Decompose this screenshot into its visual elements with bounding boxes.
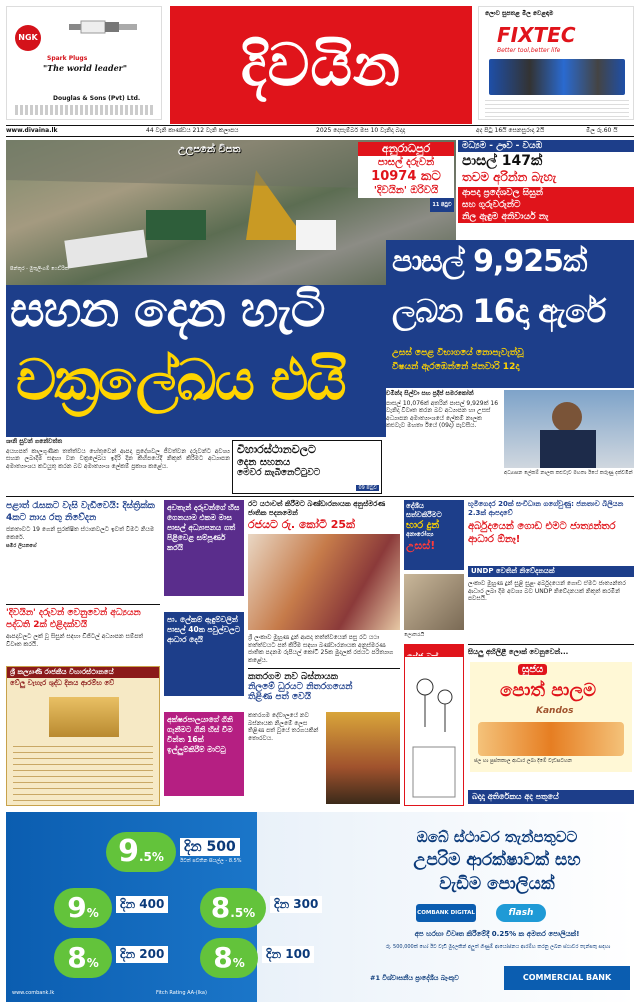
col1-story1-body: ජනතාවට 19 ගෙන් සුරක්ෂිත ස්ථානවලට ඉවත් වීමට නියම කෙරේ. bbox=[6, 526, 155, 541]
center-body: ශ්‍රී ලංකාව මුහුණ දුන් ආපදා තත්ත්වයෙන් පසු රට යථා තත්ත්වයට පත් කිරීම සඳහා බණ්ඩාරනායක අනුස්මරණ ජාතික පදනම රුපියල් කෝටි 25ක මුදලක් රජයට පරිත්‍යාග කළේය. bbox=[248, 634, 394, 664]
ad-left-importer: Douglas & Sons (Pvt) Ltd. bbox=[53, 95, 141, 102]
right-headline-1: පාසල් 9,925ක් bbox=[392, 244, 587, 279]
undp-kicker: UNDP වෙතින් නිවේදනයක් bbox=[468, 566, 634, 577]
fixtec-logo: FIXTEC bbox=[497, 23, 576, 47]
right-story1-headline: භූමිගෙදර 20ක් සංවිධාන ගගේවුණු: ජනතාව බිලියන 2.3ක් ආපදාවේ bbox=[468, 500, 624, 517]
rate-2-suffix: % bbox=[86, 906, 99, 920]
col1-story1-byline: සමීර ලියනගේ bbox=[6, 543, 37, 549]
undp-body: ලංකාව මුහුණ දුන් සුළි සුළං අර්බුදයෙන් ගොඩ ඒමට ජාත්‍යන්තර ආධාර ලබා දීම අවශ්‍ය බව UNDP නිවේදනයක් නිකුත් කරමින් පවසයි. bbox=[468, 580, 626, 602]
right-story1-sub: අර්බුදයෙන් ගොඩ එමට ජාත්‍යන්තර ආධාර ඕනෑ! bbox=[468, 521, 616, 545]
website: www.divaina.lk bbox=[6, 127, 58, 134]
lead-body: අයහපත් කාලගුණික තත්ත්වය හේතුවෙන් ආපදා ප්‍රදේශවල ජීවත්වන දරුවන්ට අවශ්‍ය සහන ලබාදීම සඳහා වන චක්‍රලේඛය ඉදිරි දින කිහිපයේදී නිකුත් කිරීමට අධ්‍යාපන අමාත්‍යාංශය කටයුතු කරන බව අමාත්‍යාංශ ලේකම් ප්‍රකාශ කළේය. bbox=[6, 447, 230, 470]
date-line bbox=[6, 125, 634, 137]
tools-image bbox=[489, 59, 625, 95]
books-title-2: පොත් පාලම bbox=[500, 680, 597, 701]
col1-story1-headline: පළාත් රැසකට වැසි වැඩිවෙයි: දිස්ත්‍රික්ක 4කට නාය රතු නිවේදන bbox=[6, 501, 155, 523]
local-box-1: දේශීය bbox=[406, 502, 424, 510]
rate-4-days: දින 200 bbox=[116, 946, 168, 963]
ad-right-slogan: Better tool,better life bbox=[497, 47, 561, 54]
volume: 44 වැනි කාණ්ඩය 212 වැනි කලාපය bbox=[146, 127, 239, 134]
flash-logo: flash bbox=[496, 904, 546, 922]
books-kicker: සියලු අභිලිළී ලොක් වෙනුවෙන්... bbox=[468, 648, 569, 656]
lottery-label: ලොතරැයි bbox=[404, 632, 425, 638]
col2-box1-text: අවතැන් දරුවන්ගේ හිස ගෙනයාම එකම මාස පාසල් අධ්‍යාපනය ගත් පිළිවෙළ සම්පූර්ණ කරයි bbox=[167, 503, 240, 552]
tr-sub-3: නිල ඇඳුම අනිවාර්ය නැ bbox=[458, 211, 634, 223]
rate-note: ඊටත් පවතින සියල්ල - 8.5% bbox=[180, 858, 242, 864]
local-box-4: අනාරෝග්‍ය bbox=[406, 531, 434, 538]
lottery-photo bbox=[404, 574, 464, 630]
cartoon bbox=[404, 656, 464, 806]
rate-tile-1 bbox=[106, 832, 256, 872]
commercial-bank-logo: COMMERCIAL BANK bbox=[504, 966, 630, 990]
inset-line-3: 10974 කට bbox=[358, 170, 454, 184]
col1-story2-body: ආපදාවලට ලක් වූ සිසුන් සඳහා ඩිජිටල් අධ්‍යාපන සම්පත් විවෘත කරයි. bbox=[6, 633, 144, 648]
rate-1-suffix: .5% bbox=[138, 850, 164, 864]
photo-credit: පින්තූර - මුතුලිංගම් ෆෙඩ්රික් bbox=[10, 266, 69, 272]
schools-byline: චමින්ද සිල්වා සහ ප්‍රදීප් සමරකෝන් bbox=[386, 390, 474, 397]
rate-tile-2 bbox=[54, 888, 184, 928]
bank-promo-2: රු. 500,000ක් හෝ ඊට වැඩි මුදලකින් අලුත් ගිණුම් ආයෝජනය ආරම්භ කරනු ලබන ස්ථාවර තැන්පතු සඳහා bbox=[385, 944, 611, 950]
center-kicker: රට යථාවත් කිරීමට බණ්ඩාරනායක අනුස්මරණ ජාතික පදනමෙන් bbox=[248, 500, 386, 517]
masthead-title: දිවයින bbox=[240, 30, 402, 99]
rate-tile-4 bbox=[54, 938, 184, 978]
rate-1-days: දින 500 bbox=[180, 838, 240, 856]
rate-5-suffix: % bbox=[232, 956, 245, 970]
bank-footer-left: #1 විශ්වාසනීය ප්‍රාදේශීය බැංකුව bbox=[370, 974, 459, 982]
inset-headline bbox=[358, 142, 454, 212]
hero-tag: උලපනේ විපත bbox=[178, 144, 241, 155]
center-story2 bbox=[248, 672, 400, 702]
right-sub-1: උසස් පෙළ විභාගයේ නොපැවැත්වූ bbox=[392, 348, 524, 358]
local-box bbox=[404, 500, 464, 570]
spark-plug-icon bbox=[69, 17, 139, 37]
temple-ad-line-1: ශ්‍රී කල්‍යාණි රාජකීය විහාරස්ථානයේ bbox=[7, 667, 159, 678]
rate-1-value: 9 bbox=[118, 834, 139, 869]
center-headline: රජයට රු. කෝටි 25ක් bbox=[248, 518, 355, 531]
center-story2-3: තිළිණ පත් වෙයි bbox=[248, 692, 312, 702]
right-sub-2: විෂයන් ඇරඹෙන්නේ ජනවාරි 12දා bbox=[392, 362, 520, 372]
inset-line-4: 'දිවයින' ඔරිවයි bbox=[358, 184, 454, 198]
col1-story2 bbox=[6, 607, 160, 648]
secretary-photo bbox=[504, 390, 634, 468]
local-box-3: භාර දුන් bbox=[406, 520, 440, 531]
inset-line-1: අනුරාධපුර bbox=[358, 142, 454, 156]
ad-left-product: Spark Plugs bbox=[47, 55, 88, 62]
tr-headline-2: තවම අරින්න බැහැ bbox=[462, 170, 557, 184]
price: මිල රු.60 යි bbox=[586, 127, 618, 134]
cartoon-drawing bbox=[405, 657, 463, 805]
temple-image bbox=[49, 697, 119, 737]
tr-kicker: මධ්‍යම - ඌව - වයඹ bbox=[458, 140, 634, 152]
schools-story bbox=[386, 390, 500, 494]
col2-box2-text: පා. ලේකම් ඇඳුම්වලින් පාසල් 40ක පවුල්වලට ආධාර දෙයි bbox=[167, 615, 241, 644]
date: 2025 දෙසැම්බර් මස 10 වැනිදා බදාදා bbox=[316, 127, 406, 134]
bank-fitch: Fitch Rating AA-(lka) bbox=[156, 990, 207, 996]
local-box-5: උසස්! bbox=[406, 539, 436, 552]
bank-promo-1: අප හරහා විවෘත කිරීමේදී 0.25% ක අමතර පොලියක්! bbox=[414, 930, 580, 938]
bank-ad bbox=[6, 812, 634, 1002]
temple-ad-line-2: වේලු වැහැර ශුද්ධ දිනය ආරම්භ වේ bbox=[10, 679, 115, 687]
right-story1 bbox=[468, 500, 634, 546]
lead-side-2: දෙන සහනය bbox=[237, 457, 291, 468]
rate-2-days: දින 400 bbox=[116, 896, 168, 913]
center-story2-1: කතරගම නව බස්නායක bbox=[248, 672, 338, 682]
col2-box3 bbox=[164, 712, 244, 796]
pages-note: අද පිටු 16යි සෙනසුරාදා 2යි bbox=[476, 127, 545, 134]
lead-side-3: මෙවර කැබිනෙට්ටුවට bbox=[237, 468, 321, 478]
books-sub: ජල හා පුස්තකාල ආධාර ලබා දීමේ වැඩසටහන bbox=[474, 758, 572, 764]
rate-4-suffix: % bbox=[86, 956, 99, 970]
col2-box3-text: අක්ෂරපාලයාගේ ගිනි ගැනීමට ගිනි හිස් වීම වින්ත 16ක් ඉල්ලුම්කිරීම් මාට්ටු bbox=[167, 715, 233, 754]
rate-3-suffix: .5% bbox=[230, 906, 256, 920]
supplement-note: බදාදා අතිරේකය අද පතුයේ bbox=[468, 790, 634, 804]
lead-side-1: විහාරස්ථානවලට bbox=[237, 443, 316, 456]
center-story bbox=[248, 500, 400, 532]
masthead bbox=[170, 6, 472, 124]
inset-line-2: පාසල් දරුවන් bbox=[358, 156, 454, 170]
lead-side bbox=[232, 440, 382, 494]
books-brand: Kandos bbox=[536, 706, 574, 716]
bank-website: www.combank.lk bbox=[12, 990, 55, 996]
tr-sub-1: ආපදා ප්‍රදේශවල සිසුන් bbox=[458, 187, 634, 199]
rate-tile-3 bbox=[200, 888, 340, 928]
ad-left bbox=[6, 6, 162, 120]
lead-byline: ශානි සුවන් ගනේවත්ත bbox=[6, 438, 63, 445]
col1-story1 bbox=[6, 500, 160, 549]
books-kids-image bbox=[478, 722, 624, 756]
center-photo bbox=[248, 534, 400, 630]
rate-3-value: 8 bbox=[210, 891, 231, 924]
kataragama-photo bbox=[326, 712, 400, 804]
bank-headline-3: වැඩිම පොලියක් bbox=[439, 874, 555, 894]
secretary-caption: අධ්‍යාපන ලේකම් නාලක කළුවැව මහතා ඊයේ කරුණු දක්වමින් bbox=[504, 470, 633, 476]
rate-3-days: දින 300 bbox=[270, 896, 322, 913]
right-headline-2: ලබන 16දා ඇරේ bbox=[392, 292, 606, 330]
schools-body: පාසල් 10,076ක් අතරින් පාසල් 9,929ක් 16 වැනිදා විවෘත කරන බව අධ්‍යාපන හා උසස් අධ්‍යාපන අමාත්‍යාංශයේ ලේකම් නාලක කළුවැව මහතා ඊයේ (09දා) පැවසීය. bbox=[386, 399, 499, 429]
local-box-2: සත්වකිරීමට bbox=[406, 511, 442, 519]
col1-story2-headline: 'දිවයින' දරුවන් වෙනුවෙන් අධ්‍යයන පද්ධති 2ක් එළිදක්වයි bbox=[6, 608, 141, 630]
ad-right bbox=[478, 6, 634, 120]
ad-left-slogan: "The world leader" bbox=[43, 63, 128, 73]
ad-right-top: ලොව සුපතළ මිල වෙළඳාම bbox=[485, 10, 554, 17]
main-headline-1: සහන දෙන හැටි bbox=[10, 282, 325, 338]
bank-headline-1: ඔබේ ස්ථාවර තැන්පතුවට bbox=[416, 828, 578, 846]
center-story2-body: කතරගම දේවාලයේ නව බස්නායක නිලමේ ලෙස තිළිණ පත් වූයේ තරගයකින් තොරවය. bbox=[248, 712, 319, 742]
combank-digital-logo: COMBANK DIGITAL bbox=[416, 904, 476, 922]
lead-story bbox=[6, 438, 230, 494]
ngk-logo: NGK bbox=[15, 25, 41, 51]
inset-page-ref: 11 පිටුව bbox=[430, 198, 454, 212]
rate-tile-5 bbox=[200, 938, 340, 978]
books-title-1: සුජය bbox=[518, 664, 547, 675]
tr-headline-1: පාසල් 147ක් bbox=[462, 153, 543, 169]
tr-sub-2: සහ ගුරුවරුන්ට bbox=[458, 199, 634, 211]
rate-2-value: 9 bbox=[67, 891, 87, 924]
cartoon-header bbox=[404, 644, 464, 656]
rate-5-days: දින 100 bbox=[262, 946, 314, 963]
top-right-story bbox=[458, 140, 634, 240]
rate-4-value: 8 bbox=[67, 941, 87, 974]
rate-1-badge bbox=[106, 832, 176, 872]
center-story2-2: නිලමේ ධුරයට නිතරගයෙන් bbox=[248, 682, 353, 692]
lead-side-page: 09 පිටුව bbox=[358, 485, 377, 491]
rate-5-value: 8 bbox=[213, 941, 233, 974]
temple-ad bbox=[6, 666, 160, 806]
col2-box1 bbox=[164, 500, 244, 596]
books-promo bbox=[470, 662, 632, 772]
col2-box2 bbox=[164, 612, 244, 696]
main-headline-2: චක්‍රලේඛය එයි bbox=[16, 348, 345, 413]
bank-headline-2: උපරිම ආරක්ෂාවක් සහ bbox=[413, 850, 581, 870]
